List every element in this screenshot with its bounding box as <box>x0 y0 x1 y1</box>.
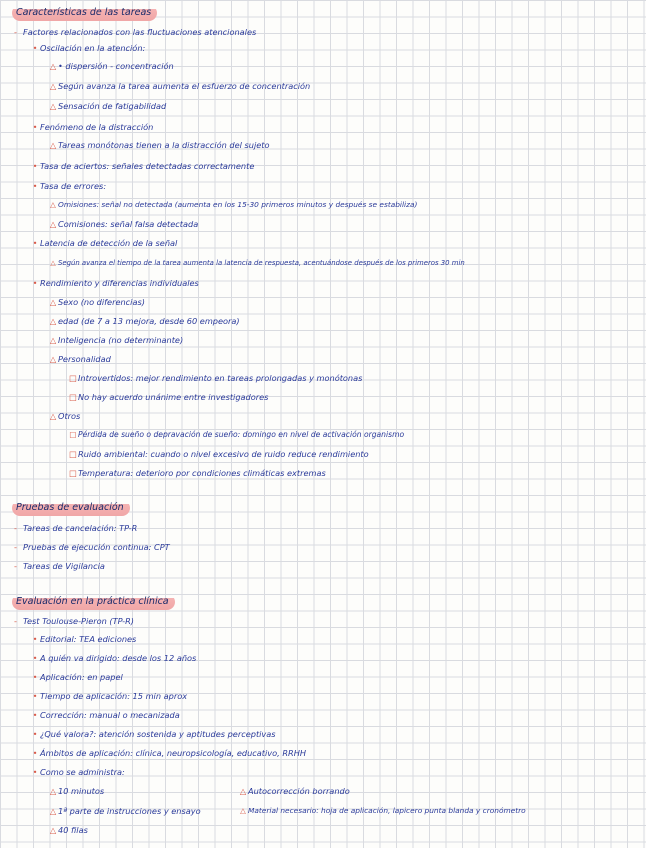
list-item: • Latencia de detección de la señal <box>32 238 178 248</box>
list-item: • Fenómeno de la distracción <box>32 122 154 132</box>
list-item: △ Según avanza la tarea aumenta el esfuerzo de concentración <box>49 81 311 91</box>
list-item: □Temperatura: deterioro por condiciones climáticas extremas <box>69 468 326 478</box>
list-item: △ • dispersión - concentración <box>49 61 174 71</box>
list-item: - Tareas de cancelación: TP-R <box>14 523 138 533</box>
section-heading-caracteristicas: Características de las tareas <box>12 5 157 21</box>
list-item: □Introvertidos: mejor rendimiento en tareas prolongadas y monótonas <box>69 373 363 383</box>
list-item: • Como se administra: <box>32 767 125 777</box>
list-item: △ 40 filas <box>49 825 88 835</box>
list-item: △ edad (de 7 a 13 mejora, desde 60 empeora) <box>49 316 240 326</box>
list-item: • Tasa de aciertos: señales detectadas correctamente <box>32 161 255 171</box>
list-item: △ 1ª parte de instrucciones y ensayo <box>49 806 201 816</box>
list-item: △ Según avanza el tiempo de la tarea aumenta la latencia de respuesta, acentuándose después de los primeros 30 min <box>50 259 465 267</box>
list-item: △ Sexo (no diferencias) <box>49 297 145 307</box>
list-item: • Corrección: manual o mecanizada <box>32 710 180 720</box>
list-item: △ Comisiones: señal falsa detectada <box>49 219 199 229</box>
list-item: △ Material necesario: hoja de aplicación, lapicero punta blanda y cronómetro <box>240 806 526 815</box>
list-item: △ Personalidad <box>49 354 111 364</box>
list-item: - Tareas de Vigilancia <box>14 561 105 571</box>
list-item: • Tasa de errores: <box>32 181 107 191</box>
list-item: △ Otros <box>49 411 81 421</box>
list-item: □Ruido ambiental: cuando o nivel excesivo de ruido reduce rendimiento <box>69 449 369 459</box>
list-item: • Aplicación: en papel <box>32 672 123 682</box>
list-item: - Pruebas de ejecución continua: CPT <box>14 542 170 552</box>
list-item: • Tiempo de aplicación: 15 min aprox <box>32 691 188 701</box>
list-item: △ Sensación de fatigabilidad <box>49 101 167 111</box>
list-item: • Oscilación en la atención: <box>32 43 146 53</box>
list-item: △ Omisiones: señal no detectada (aumenta en los 15-30 primeros minutos y después se estabiliza) <box>50 200 418 209</box>
list-item: - Test Toulouse-Pieron (TP-R) <box>14 616 134 626</box>
list-item: △ Autocorrección borrando <box>239 786 350 796</box>
list-item: □Pérdida de sueño o depravación de sueño: domingo en nivel de activación organismo <box>69 430 405 439</box>
list-item: △ 10 minutos <box>49 786 105 796</box>
list-item: • Ámbitos de aplicación: clínica, neuropsicología, educativo, RRHH <box>32 748 307 758</box>
list-item: □No hay acuerdo unánime entre investigadores <box>69 392 269 402</box>
list-item: △ Inteligencia (no determinante) <box>49 335 184 345</box>
list-item: △ Tareas monótonas tienen a la distracción del sujeto <box>49 140 270 150</box>
list-item: • Rendimiento y diferencias individuales <box>32 278 199 288</box>
list-item: • A quién va dirigido: desde los 12 años <box>32 653 197 663</box>
list-item: - Factores relacionados con las fluctuaciones atencionales <box>14 27 257 37</box>
list-item: • ¿Qué valora?: atención sostenida y aptitudes perceptivas <box>32 729 276 739</box>
list-item: • Editorial: TEA ediciones <box>32 634 137 644</box>
section-heading-evaluacion-clinica: Evaluación en la práctica clínica <box>12 594 175 610</box>
section-heading-pruebas: Pruebas de evaluación <box>12 500 130 516</box>
